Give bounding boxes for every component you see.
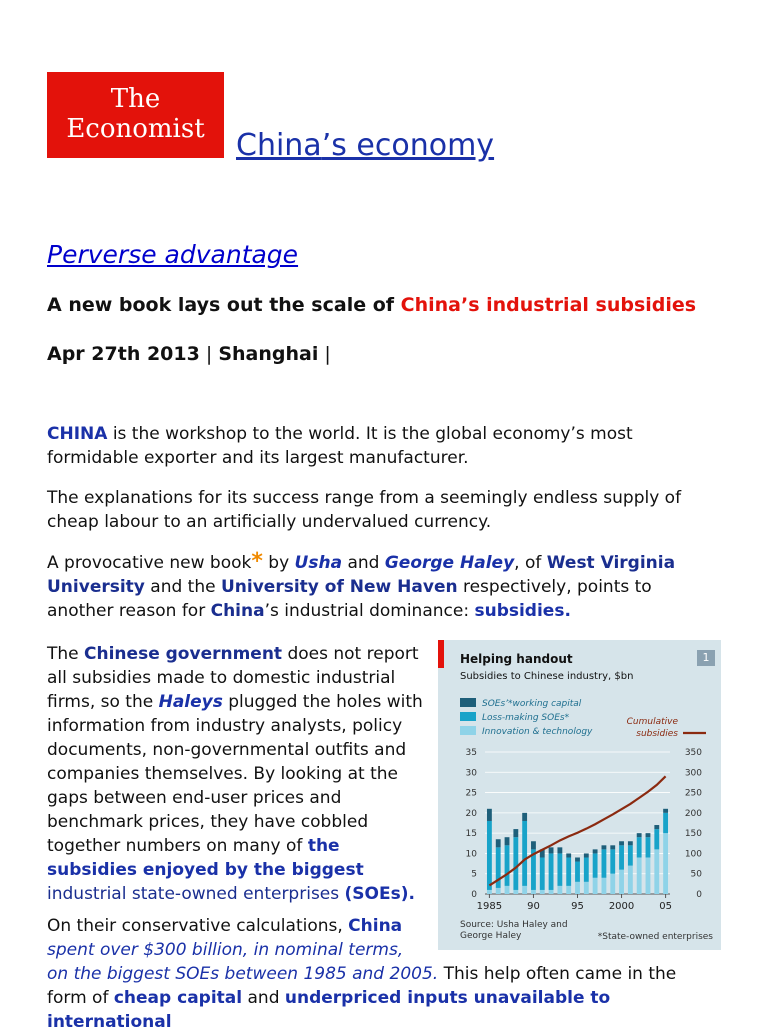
bar-segment [637, 833, 642, 837]
p5-d-part2: form of [47, 988, 114, 1008]
bar-segment [593, 878, 598, 894]
line-label-1: Cumulative [626, 717, 678, 727]
y-right-tick-label: 350 [684, 748, 702, 758]
bar-segment [610, 874, 615, 894]
bar-segment [646, 833, 651, 837]
bar-segment [628, 841, 633, 845]
p3-b: by [262, 553, 295, 573]
bar-segment [663, 813, 668, 833]
bar-segment [593, 853, 598, 877]
bar-segment [566, 853, 571, 857]
y-left-tick-label: 35 [465, 748, 477, 758]
bar-segment [566, 886, 571, 894]
bar-segment [522, 813, 527, 821]
chart-number: 1 [697, 650, 715, 666]
bar-segment [566, 857, 571, 885]
bar-segment [505, 886, 510, 894]
bar-segment [487, 890, 492, 894]
dateline-separator: | [199, 343, 219, 365]
p1-china: CHINA [47, 424, 108, 444]
chart-subtitle: Subsidies to Chinese industry, $bn [460, 671, 634, 682]
section-country[interactable]: China [236, 128, 322, 163]
underpriced-inputs: underpriced inputs unavailable to international [47, 988, 611, 1032]
x-tick-label: 1985 [476, 901, 503, 912]
bar-segment [610, 845, 615, 849]
bar-segment [549, 847, 554, 853]
p5-china: China [348, 916, 403, 936]
p3-a: A provocative new book [47, 553, 252, 573]
legend-swatch [460, 698, 476, 707]
bar-segment [584, 882, 589, 894]
y-left-tick-label: 5 [471, 869, 477, 880]
bar-segment [663, 833, 668, 894]
y-right-tick-label: 200 [684, 808, 702, 819]
y-right-tick-label: 250 [684, 788, 702, 799]
y-left-tick-label: 30 [465, 768, 477, 779]
bar-segment [540, 890, 545, 894]
y-left-tick-label: 25 [465, 788, 477, 799]
y-right-tick-label: 100 [684, 849, 702, 860]
subsidies-enjoyed: the subsidies enjoyed by the biggest [47, 836, 364, 880]
bar-segment [637, 837, 642, 857]
author-usha: Usha [294, 553, 343, 573]
y-left-tick-label: 15 [465, 829, 477, 840]
bar-segment [584, 857, 589, 881]
y-left-tick-label: 20 [465, 808, 477, 819]
bar-segment [513, 829, 518, 837]
rubric-highlight: China’s industrial subsidies [400, 294, 697, 316]
p4-e: plugged the holes with information from industry analysts, policy documents, non-governmental outfits and companies themselves. By looking at the gaps between end-user prices and benchmark prices, they have cobbled together numbers on many of [47, 692, 423, 856]
p3-h: and the [144, 577, 221, 597]
bar-segment [487, 821, 492, 890]
legend-swatch [460, 712, 476, 721]
paragraph-2: The explanations for its success range from a seemingly endless supply of cheap labour to an artificially undervalued currency. [47, 488, 682, 532]
bar-segment [549, 890, 554, 894]
economist-logo [47, 72, 224, 158]
y-right-tick-label: 0 [696, 890, 702, 900]
author-george: George Haley [384, 553, 515, 573]
legend-label: SOEs’*working capital [482, 699, 582, 709]
rubric-prefix: A new book lays out the scale of [47, 294, 401, 316]
p5-spent: spent over $300 billion, in nominal terms, [47, 940, 404, 960]
y-left-tick-label: 10 [465, 849, 477, 860]
bar-segment [628, 845, 633, 865]
bar-segment [654, 829, 659, 849]
bar-segment [557, 847, 562, 853]
paragraph-4 [47, 642, 429, 906]
bar-segment [531, 890, 536, 894]
logo-line2: Economist [66, 114, 205, 144]
chart-title: Helping handout [460, 652, 573, 666]
bar-segment [619, 845, 624, 869]
p5-d-part1: This help often came in the [438, 964, 677, 984]
x-tick-label: 90 [527, 901, 540, 912]
asterisk-footnote: * [251, 549, 263, 574]
bar-segment [557, 853, 562, 885]
paragraph-5-end [47, 986, 727, 1034]
cheap-capital: cheap capital [113, 988, 243, 1008]
paragraph-5-cont [47, 962, 727, 986]
y-right-tick-label: 150 [684, 829, 702, 840]
haleys: Haleys [158, 692, 223, 712]
bar-segment [646, 837, 651, 857]
dateline [47, 343, 331, 365]
bar-segment [654, 849, 659, 894]
bar-segment [575, 857, 580, 861]
bar-segment [522, 821, 527, 886]
paragraph-5-italic [47, 938, 447, 962]
legend-label: Loss-making SOEs* [482, 713, 570, 723]
line-label-2: subsidies [636, 729, 678, 739]
bar-segment [637, 857, 642, 894]
bar-segment [628, 866, 633, 894]
chart-source: Source: Usha Haley and George Haley [460, 920, 568, 941]
x-tick-label: 2000 [608, 901, 635, 912]
chart-plot [438, 640, 721, 950]
section-rest[interactable]: ’s economy [321, 128, 495, 163]
bar-segment [575, 862, 580, 882]
p5-a: On their conservative calculations, [47, 916, 349, 936]
bar-segment [505, 837, 510, 845]
bar-segment [663, 809, 668, 813]
section-title[interactable] [236, 128, 494, 163]
y-left-tick-label: 0 [471, 890, 477, 900]
p3-l: ’s industrial dominance: [264, 601, 475, 621]
x-tick-label: 95 [571, 901, 584, 912]
bar-segment [513, 837, 518, 890]
bar-segment [496, 839, 501, 847]
university-of-new-haven: University of New Haven [220, 577, 458, 597]
p4-g: industrial state-owned enterprises [47, 884, 345, 904]
bar-segment [610, 849, 615, 873]
bar-segment [602, 849, 607, 877]
legend-label: Innovation & technology [482, 727, 593, 737]
bar-segment [654, 825, 659, 829]
bar-segment [646, 857, 651, 894]
article-rubric [47, 294, 696, 316]
chinese-government: Chinese government [84, 644, 283, 664]
paragraph-5-start [47, 914, 429, 938]
bar-segment [619, 841, 624, 845]
bar-segment [575, 882, 580, 894]
bar-segment [549, 853, 554, 890]
bar-segment [522, 886, 527, 894]
bar-segment [487, 809, 492, 821]
bar-segment [496, 888, 501, 894]
paragraph-1 [47, 422, 687, 470]
bar-segment [531, 841, 536, 849]
bar-segment [540, 857, 545, 889]
article-date: Apr 27th 2013 [47, 343, 200, 365]
p3-d: and [342, 553, 385, 573]
p4-a: The [47, 644, 85, 664]
bar-segment [619, 870, 624, 894]
bar-segment [602, 845, 607, 849]
logo-line1: The [110, 84, 161, 114]
x-tick-label: 05 [659, 901, 672, 912]
p3-j: respectively, points to another reason for [47, 577, 652, 621]
bar-segment [557, 886, 562, 894]
article-location: Shanghai [218, 343, 319, 365]
article-headline[interactable]: Perverse advantage [47, 240, 299, 269]
bar-segment [593, 849, 598, 853]
legend-swatch [460, 726, 476, 735]
bar-segment [505, 845, 510, 886]
y-right-tick-label: 300 [684, 768, 702, 779]
subsidies-chart [438, 640, 721, 950]
bar-segment [513, 890, 518, 894]
p1-text: is the workshop to the world. It is the global economy’s most formidable exporter and its largest manufacturer. [47, 424, 633, 468]
dateline-separator-end: | [318, 343, 331, 365]
soes: (SOEs). [344, 884, 415, 904]
p3-china: China [210, 601, 265, 621]
west-virginia-university: West Virginia University [47, 553, 676, 597]
bar-segment [584, 853, 589, 857]
p5-between: on the biggest SOEs between 1985 and 2005. [47, 964, 439, 984]
paragraph-3 [47, 550, 715, 623]
p5-f: and [242, 988, 285, 1008]
p4-c: does not report all subsidies made to domestic industrial firms, so the [47, 644, 419, 712]
p3-f: , of [514, 553, 547, 573]
y-right-tick-label: 50 [690, 869, 702, 880]
bar-segment [602, 878, 607, 894]
chart-footnote: *State-owned enterprises [597, 932, 713, 942]
p3-subsidies: subsidies. [474, 601, 571, 621]
